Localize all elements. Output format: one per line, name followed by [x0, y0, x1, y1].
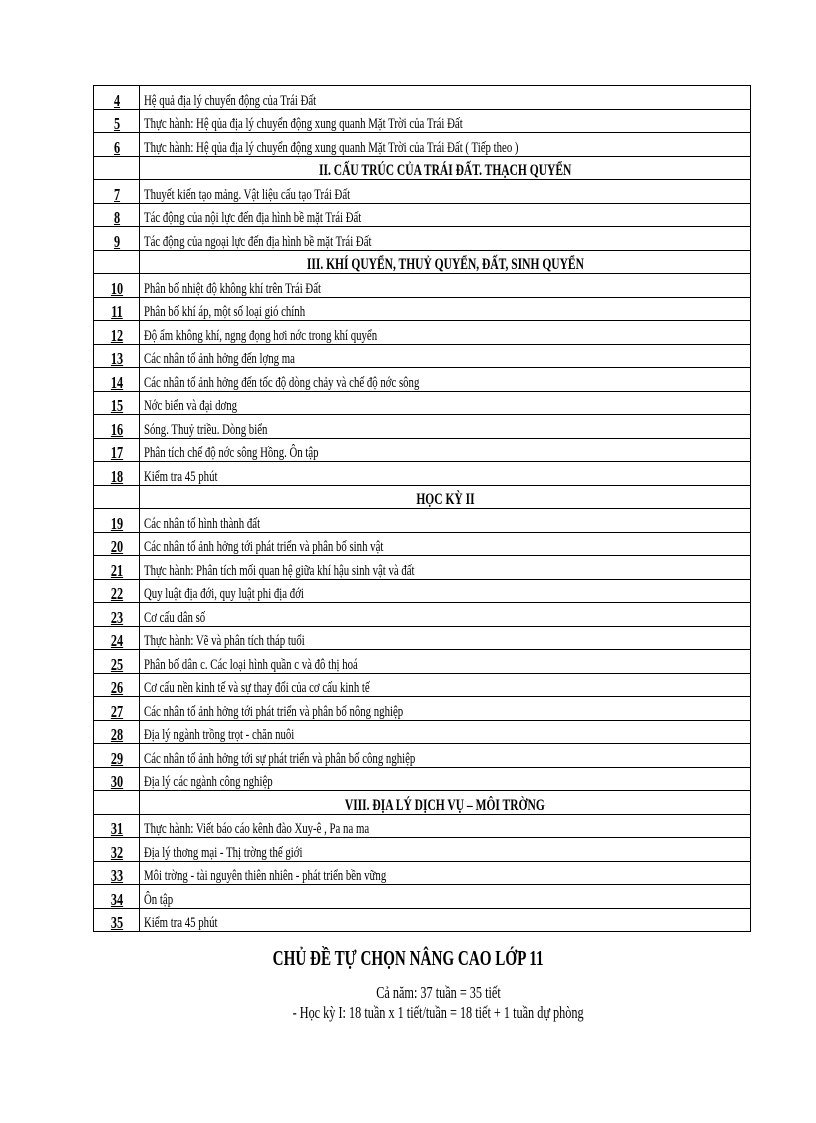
- lesson-title: Cơ cấu dân số: [140, 603, 751, 627]
- table-row: [94, 180, 751, 204]
- lesson-title: Địa lý ngành trồng trọt - chăn nuôi: [140, 720, 751, 744]
- lesson-number: 10: [100, 274, 133, 298]
- table-row: [94, 109, 751, 133]
- lesson-title: Thực hành: Phân tích mối quan hệ giữa khí hậu sinh vật và đất: [140, 556, 751, 580]
- lesson-title: Các nhân tố ảnh hởng đến lợng ma: [140, 344, 751, 368]
- table-row: [94, 321, 751, 345]
- lesson-title: Các nhân tố ảnh hởng tới phát triển và phân bố nông nghiệp: [140, 697, 751, 721]
- lesson-title: Cơ cấu nền kinh tế và sự thay đổi của cơ cấu kinh tế: [140, 673, 751, 697]
- lesson-title: Thực hành: Hệ qủa địa lý chuyển động xung quanh Mặt Trời của Trái Đất ( Tiếp theo ): [140, 133, 751, 157]
- footer-line-1: Cả năm: 37 tuần = 35 tiết: [375, 983, 501, 1002]
- section-heading: VIII. ĐỊA LÝ DỊCH VỤ – MÔI TRỜNG: [140, 791, 751, 815]
- lesson-number: 23: [100, 603, 133, 627]
- lesson-number: 19: [100, 509, 133, 533]
- lesson-title: Hệ quả địa lý chuyển động của Trái Đất: [140, 86, 751, 110]
- lesson-title: Các nhân tố ảnh hởng đến tốc độ dòng chảy và chế độ nớc sông: [140, 368, 751, 392]
- table-row: [94, 203, 751, 227]
- lesson-number: 15: [100, 391, 133, 415]
- lesson-title: Thực hành: Viết báo cáo kênh đào Xuy-ê , Pa na ma: [140, 814, 751, 838]
- lesson-number: 12: [100, 321, 133, 345]
- lesson-title: Địa lý thơng mại - Thị trờng thế giới: [140, 838, 751, 862]
- lesson-title: Phân tích chế độ nớc sông Hồng. Ôn tập: [140, 438, 751, 462]
- lesson-title: Độ ẩm không khí, ngng đọng hơi nớc trong khí quyển: [140, 321, 751, 345]
- lesson-title: Kiểm tra 45 phút: [140, 462, 751, 486]
- section-row: [94, 250, 751, 274]
- table-row: [94, 626, 751, 650]
- table-row: [94, 908, 751, 932]
- lesson-number: 25: [100, 650, 133, 674]
- section-heading: II. CẤU TRÚC CỦA TRÁI ĐẤT. THẠCH QUYỂN: [140, 156, 751, 180]
- table-row: [94, 438, 751, 462]
- lesson-title: Sóng. Thuỷ triều. Dòng biển: [140, 415, 751, 439]
- lesson-number: 32: [100, 838, 133, 862]
- lesson-number: 8: [100, 203, 133, 227]
- lesson-number: 31: [100, 814, 133, 838]
- table-row: [94, 579, 751, 603]
- lesson-title: Các nhân tố ảnh hởng tới phát triển và phân bố sinh vật: [140, 532, 751, 556]
- lesson-title: Phân bố nhiệt độ không khí trên Trái Đất: [140, 274, 751, 298]
- lesson-title: Quy luật địa đới, quy luật phi địa đới: [140, 579, 751, 603]
- table-row: [94, 532, 751, 556]
- lesson-number: 5: [100, 109, 133, 133]
- table-row: [94, 744, 751, 768]
- lesson-number: 33: [100, 861, 133, 885]
- curriculum-table: [93, 85, 751, 932]
- lesson-number: 9: [100, 227, 133, 251]
- table-row: [94, 274, 751, 298]
- section-num-cell: [100, 156, 133, 180]
- lesson-number: 34: [100, 885, 133, 909]
- section-row: [94, 156, 751, 180]
- table-row: [94, 297, 751, 321]
- lesson-number: 35: [100, 908, 133, 932]
- table-row: [94, 603, 751, 627]
- lesson-number: 17: [100, 438, 133, 462]
- lesson-title: Địa lý các ngành công nghiệp: [140, 767, 751, 791]
- lesson-number: 27: [100, 697, 133, 721]
- section-num-cell: [100, 485, 133, 509]
- lesson-title: Nớc biển và đại dơng: [140, 391, 751, 415]
- table-row: [94, 133, 751, 157]
- table-row: [94, 861, 751, 885]
- section-heading: III. KHÍ QUYỂN, THUỶ QUYỂN, ĐẤT, SINH QUYỂN: [140, 250, 751, 274]
- footer-line-2: - Học kỳ I: 18 tuần x 1 tiết/tuần = 18 tiết + 1 tuần dự phòng: [292, 1003, 584, 1022]
- table-row: [94, 650, 751, 674]
- lesson-title: Thực hành: Vẽ và phân tích tháp tuổi: [140, 626, 751, 650]
- lesson-number: 11: [100, 297, 133, 321]
- lesson-number: 6: [100, 133, 133, 157]
- lesson-number: 26: [100, 673, 133, 697]
- footer-title: CHỦ ĐỀ TỰ CHỌN NÂNG CAO LỚP 11: [272, 946, 544, 970]
- lesson-title: Ôn tập: [140, 885, 751, 909]
- table-row: [94, 509, 751, 533]
- lesson-title: Các nhân tố hình thành đất: [140, 509, 751, 533]
- lesson-number: 20: [100, 532, 133, 556]
- lesson-title: Phân bố khí áp, một số loại gió chính: [140, 297, 751, 321]
- lesson-title: Thực hành: Hệ qủa địa lý chuyển động xung quanh Mặt Trời của Trái Đất: [140, 109, 751, 133]
- lesson-number: 14: [100, 368, 133, 392]
- lesson-title: Các nhân tố ảnh hởng tới sự phát triển và phân bố công nghiệp: [140, 744, 751, 768]
- lesson-number: 30: [100, 767, 133, 791]
- lesson-number: 4: [100, 86, 133, 110]
- lesson-title: Môi trờng - tài nguyên thiên nhiên - phát triển bền vững: [140, 861, 751, 885]
- lesson-title: Phân bố dân c. Các loại hình quần c và đô thị hoá: [140, 650, 751, 674]
- lesson-number: 7: [100, 180, 133, 204]
- lesson-number: 13: [100, 344, 133, 368]
- lesson-number: 22: [100, 579, 133, 603]
- table-row: [94, 838, 751, 862]
- table-row: [94, 720, 751, 744]
- table-row: [94, 462, 751, 486]
- table-row: [94, 556, 751, 580]
- lesson-title: Tác động của ngoại lực đến địa hình bề mặt Trái Đất: [140, 227, 751, 251]
- lesson-title: Tác động của nội lực đến địa hình bề mặt Trái Đất: [140, 203, 751, 227]
- lesson-number: 24: [100, 626, 133, 650]
- table-row: [94, 227, 751, 251]
- table-row: [94, 673, 751, 697]
- lesson-number: 18: [100, 462, 133, 486]
- section-row: [94, 791, 751, 815]
- table-row: [94, 344, 751, 368]
- section-num-cell: [100, 250, 133, 274]
- section-heading: HỌC KỲ II: [140, 485, 751, 509]
- lesson-number: 28: [100, 720, 133, 744]
- table-row: [94, 814, 751, 838]
- section-num-cell: [100, 791, 133, 815]
- table-row: [94, 885, 751, 909]
- table-row: [94, 86, 751, 110]
- table-row: [94, 391, 751, 415]
- lesson-number: 21: [100, 556, 133, 580]
- lesson-title: Kiểm tra 45 phút: [140, 908, 751, 932]
- lesson-number: 16: [100, 415, 133, 439]
- table-row: [94, 415, 751, 439]
- section-row: [94, 485, 751, 509]
- lesson-number: 29: [100, 744, 133, 768]
- lesson-title: Thuyết kiến tạo mảng. Vật liệu cấu tạo Trái Đất: [140, 180, 751, 204]
- table-row: [94, 697, 751, 721]
- table-row: [94, 368, 751, 392]
- table-row: [94, 767, 751, 791]
